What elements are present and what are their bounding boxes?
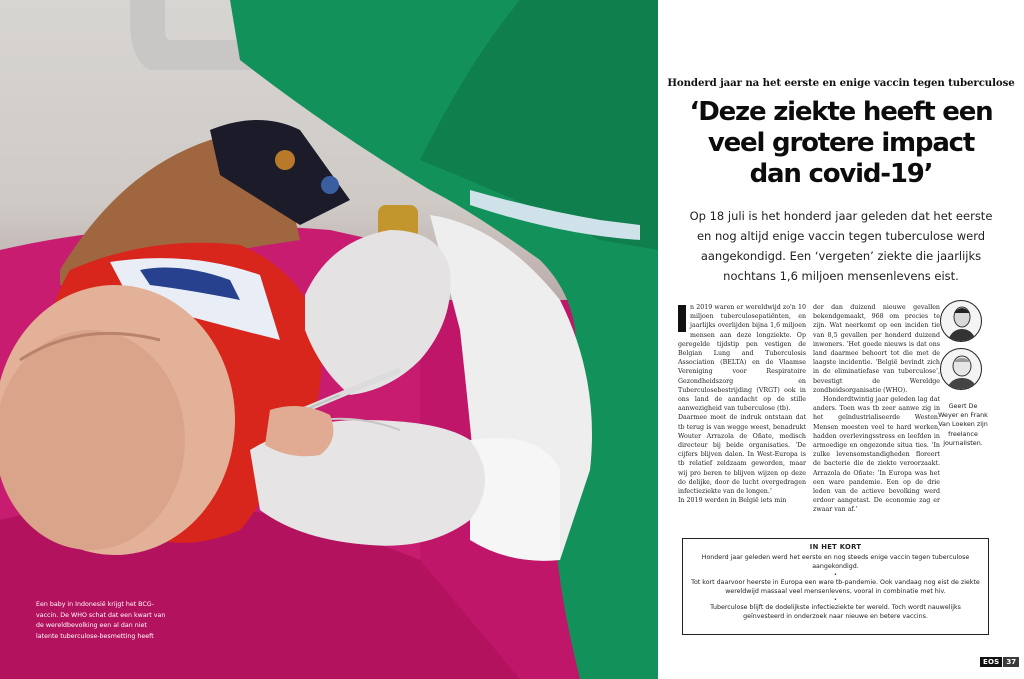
- photo-caption: Een baby in Indonesië krijgt het BCG-vaccin. De WHO schat dat een kwart van de wereldbevolking een al dan niet latente tuberculose-besmetting heeft: [36, 601, 166, 640]
- dropcap: [678, 305, 686, 332]
- magazine-name: EOS: [980, 657, 1002, 667]
- summary-box: [682, 538, 989, 635]
- summary-item: Tuberculose blijft de dodelijkste infectieziekte ter wereld. Toch wordt nauwelijks geïnvesteerd in onderzoek naar nieuwe en betere vaccins.: [710, 603, 961, 621]
- body-column-1: [678, 303, 806, 505]
- article-kicker: Honderd jaar na het eerste en enige vaccin tegen tuberculose: [667, 77, 1015, 89]
- body-paragraph: der dan duizend nieuwe gevallen bekendgemaakt, 968 om precies te zijn. Wat neerkomt op een inciden tie van 8,5 gevallen per honderd duizend inwoners. ‘Het goede nieuws is dat ons land daarmee behoort tot die met de laagste incidentie. ‘België bevindt zich in de eliminatiefase van tuberculose’, bevestigt de Wereldge zondheidsorganisatie (WHO).: [813, 304, 940, 394]
- headline-line: ‘Deze ziekte heeft een: [689, 97, 993, 127]
- author-portrait: [940, 348, 982, 390]
- body-paragraph: In 2019 werden in België iets min: [678, 497, 787, 505]
- body-paragraph: Daarmee moet de indruk ontstaan dat tb terug is van wegge weest, benadrukt Wouter Arrazola de Oñate, medisch directeur bij beide organisaties. ‘De cijfers blijven dalen. In West-Europa is tb relatief zeldzaam geworden, maar wij pro beren te blijven wijzen op deze do delijke, door de lucht overgedragen infectieziekte van de longen.’: [678, 414, 806, 496]
- page-folio: [980, 657, 1019, 667]
- summary-item: Tot kort daarvoor heerste in Europa een ware tb-pandemie. Ook vandaag nog eist de ziekte wereldwijd massaal veel mensenlevens, vooral in combinatie met hiv.: [691, 578, 980, 596]
- headline-line: veel grotere impact: [707, 128, 975, 158]
- page-number: 37: [1003, 657, 1019, 667]
- summary-item: Honderd jaar geleden werd het eerste en nog steeds enige vaccin tegen tuberculose aangekondigd.: [701, 554, 970, 571]
- author-credit: Geert De Weyer en Frank Van Loeken zijn freelance journalisten.: [938, 402, 988, 447]
- article-intro: Op 18 juli is het honderd jaar geleden dat het eerste en nog altijd enige vaccin tegen tuberculose werd aangekondigd. Een ‘vergeten’ ziekte die jaarlijks nochtans 1,6 miljoen mensenlevens eist.: [689, 209, 993, 283]
- summary-title: IN HET KORT: [809, 543, 862, 551]
- summary-separator: •: [834, 596, 837, 603]
- article-page: [658, 0, 1024, 679]
- author-block: [938, 300, 988, 448]
- body-paragraph: n 2019 waren er wereldwijd zo'n 10 miljoen tuberculosepatiënten, en jaarlijks overlijden bijna 1,6 miljoen mensen aan deze longziekte. Op geregelde tijdstip pen vestigen de Belgian Lung and Tuberculosis Association (BELTA) en de Vlaamse Vereniging voor Respiratoire Gezondheidszorg en Tuberculosebestrijding (VRGT) ook in ons land de aandacht op de stille aanwezigheid van tuberculose (tb).: [678, 304, 806, 413]
- body-column-2: [813, 303, 940, 515]
- author-portrait: [940, 300, 982, 342]
- summary-separator: •: [834, 571, 837, 578]
- body-paragraph: Honderdtwintig jaar geleden lag dat anders. Toen was tb zeer aanwe zig in het geïndustrialiseerde Westen. Mensen moesten veel te hard werken, hadden overlevingsstress en leefden in armoedige en ongezonde situa ties. ‘In zulke levensomstandigheden floreert de bacterie die de ziekte veroorzaakt. Arrazola de Oñate: ‘In Europa was het een ware pandemie. Een op de drie leden van de actieve bevolking werd erdoor aangetast. De economie zag er zwaar van af.’: [813, 396, 940, 514]
- headline-line: dan covid-19’: [749, 159, 933, 189]
- article-headline: [658, 97, 1024, 190]
